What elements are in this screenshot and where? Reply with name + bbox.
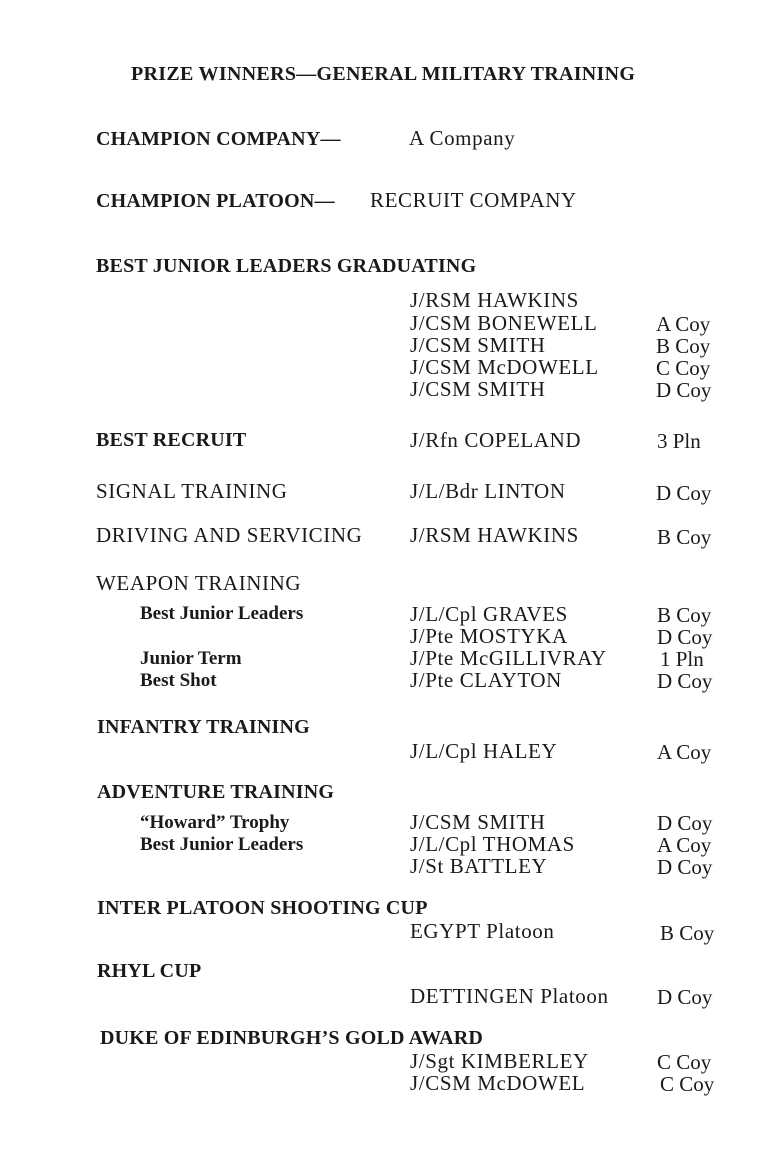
adventure-name-1: J/CSM SMITH: [410, 810, 546, 834]
duke-of-edinburgh-heading: DUKE OF EDINBURGH’S GOLD AWARD: [100, 1027, 484, 1049]
driving-servicing-label: DRIVING AND SERVICING: [96, 523, 363, 547]
weapon-sub-best-shot: Best Shot: [140, 670, 217, 691]
graduating-coy-3: B Coy: [656, 334, 711, 358]
best-junior-leaders-graduating-heading: BEST JUNIOR LEADERS GRADUATING: [96, 255, 477, 277]
signal-training-label: SIGNAL TRAINING: [96, 479, 288, 503]
weapon-name-3: J/Pte McGILLIVRAY: [410, 646, 607, 670]
inter-platoon-coy: B Coy: [660, 921, 715, 945]
champion-company-label: CHAMPION COMPANY—: [96, 128, 341, 150]
driving-servicing-coy: B Coy: [657, 525, 712, 549]
page-title: PRIZE WINNERS—GENERAL MILITARY TRAINING: [131, 63, 636, 85]
driving-servicing-name: J/RSM HAWKINS: [410, 523, 579, 547]
graduating-name-1: J/RSM HAWKINS: [410, 288, 579, 312]
adventure-coy-2: A Coy: [657, 833, 712, 857]
infantry-training-heading: INFANTRY TRAINING: [97, 716, 310, 738]
weapon-name-4: J/Pte CLAYTON: [410, 668, 562, 692]
rhyl-cup-name: DETTINGEN Platoon: [410, 984, 609, 1008]
signal-training-name: J/L/Bdr LINTON: [410, 479, 566, 503]
best-recruit-name: J/Rfn COPELAND: [410, 428, 582, 452]
graduating-coy-2: A Coy: [656, 312, 711, 336]
weapon-coy-2: D Coy: [657, 625, 713, 649]
weapon-name-2: J/Pte MOSTYKA: [410, 624, 568, 648]
weapon-training-heading: WEAPON TRAINING: [96, 571, 302, 595]
adventure-name-2: J/L/Cpl THOMAS: [410, 832, 575, 856]
weapon-name-1: J/L/Cpl GRAVES: [410, 602, 568, 626]
inter-platoon-heading: INTER PLATOON SHOOTING CUP: [97, 897, 428, 919]
graduating-coy-4: C Coy: [656, 356, 711, 380]
duke-name-2: J/CSM McDOWEL: [410, 1071, 586, 1095]
weapon-coy-4: D Coy: [657, 669, 713, 693]
adventure-sub-howard-trophy: “Howard” Trophy: [140, 812, 290, 833]
rhyl-cup-coy: D Coy: [657, 985, 713, 1009]
weapon-sub-junior-term: Junior Term: [140, 648, 242, 669]
adventure-coy-1: D Coy: [657, 811, 713, 835]
champion-company-value: A Company: [409, 126, 516, 150]
duke-coy-2: C Coy: [660, 1072, 715, 1096]
weapon-sub-best-junior-leaders: Best Junior Leaders: [140, 603, 304, 624]
adventure-training-heading: ADVENTURE TRAINING: [97, 781, 335, 803]
graduating-name-5: J/CSM SMITH: [410, 377, 546, 401]
graduating-name-4: J/CSM McDOWELL: [410, 355, 599, 379]
graduating-name-2: J/CSM BONEWELL: [410, 311, 598, 335]
infantry-training-name: J/L/Cpl HALEY: [410, 739, 558, 763]
adventure-name-3: J/St BATTLEY: [410, 854, 548, 878]
weapon-coy-1: B Coy: [657, 603, 712, 627]
best-recruit-label: BEST RECRUIT: [96, 429, 247, 451]
adventure-coy-3: D Coy: [657, 855, 713, 879]
champion-platoon-label: CHAMPION PLATOON—: [96, 190, 335, 212]
champion-platoon-value: RECRUIT COMPANY: [370, 188, 577, 212]
rhyl-cup-heading: RHYL CUP: [97, 960, 202, 982]
infantry-training-coy: A Coy: [657, 740, 712, 764]
duke-coy-1: C Coy: [657, 1050, 712, 1074]
graduating-coy-5: D Coy: [656, 378, 712, 402]
graduating-name-3: J/CSM SMITH: [410, 333, 546, 357]
weapon-coy-3: 1 Pln: [660, 647, 704, 671]
adventure-sub-best-junior-leaders: Best Junior Leaders: [140, 834, 304, 855]
signal-training-coy: D Coy: [656, 481, 712, 505]
inter-platoon-name: EGYPT Platoon: [410, 919, 555, 943]
duke-name-1: J/Sgt KIMBERLEY: [410, 1049, 589, 1073]
best-recruit-coy: 3 Pln: [657, 429, 701, 453]
